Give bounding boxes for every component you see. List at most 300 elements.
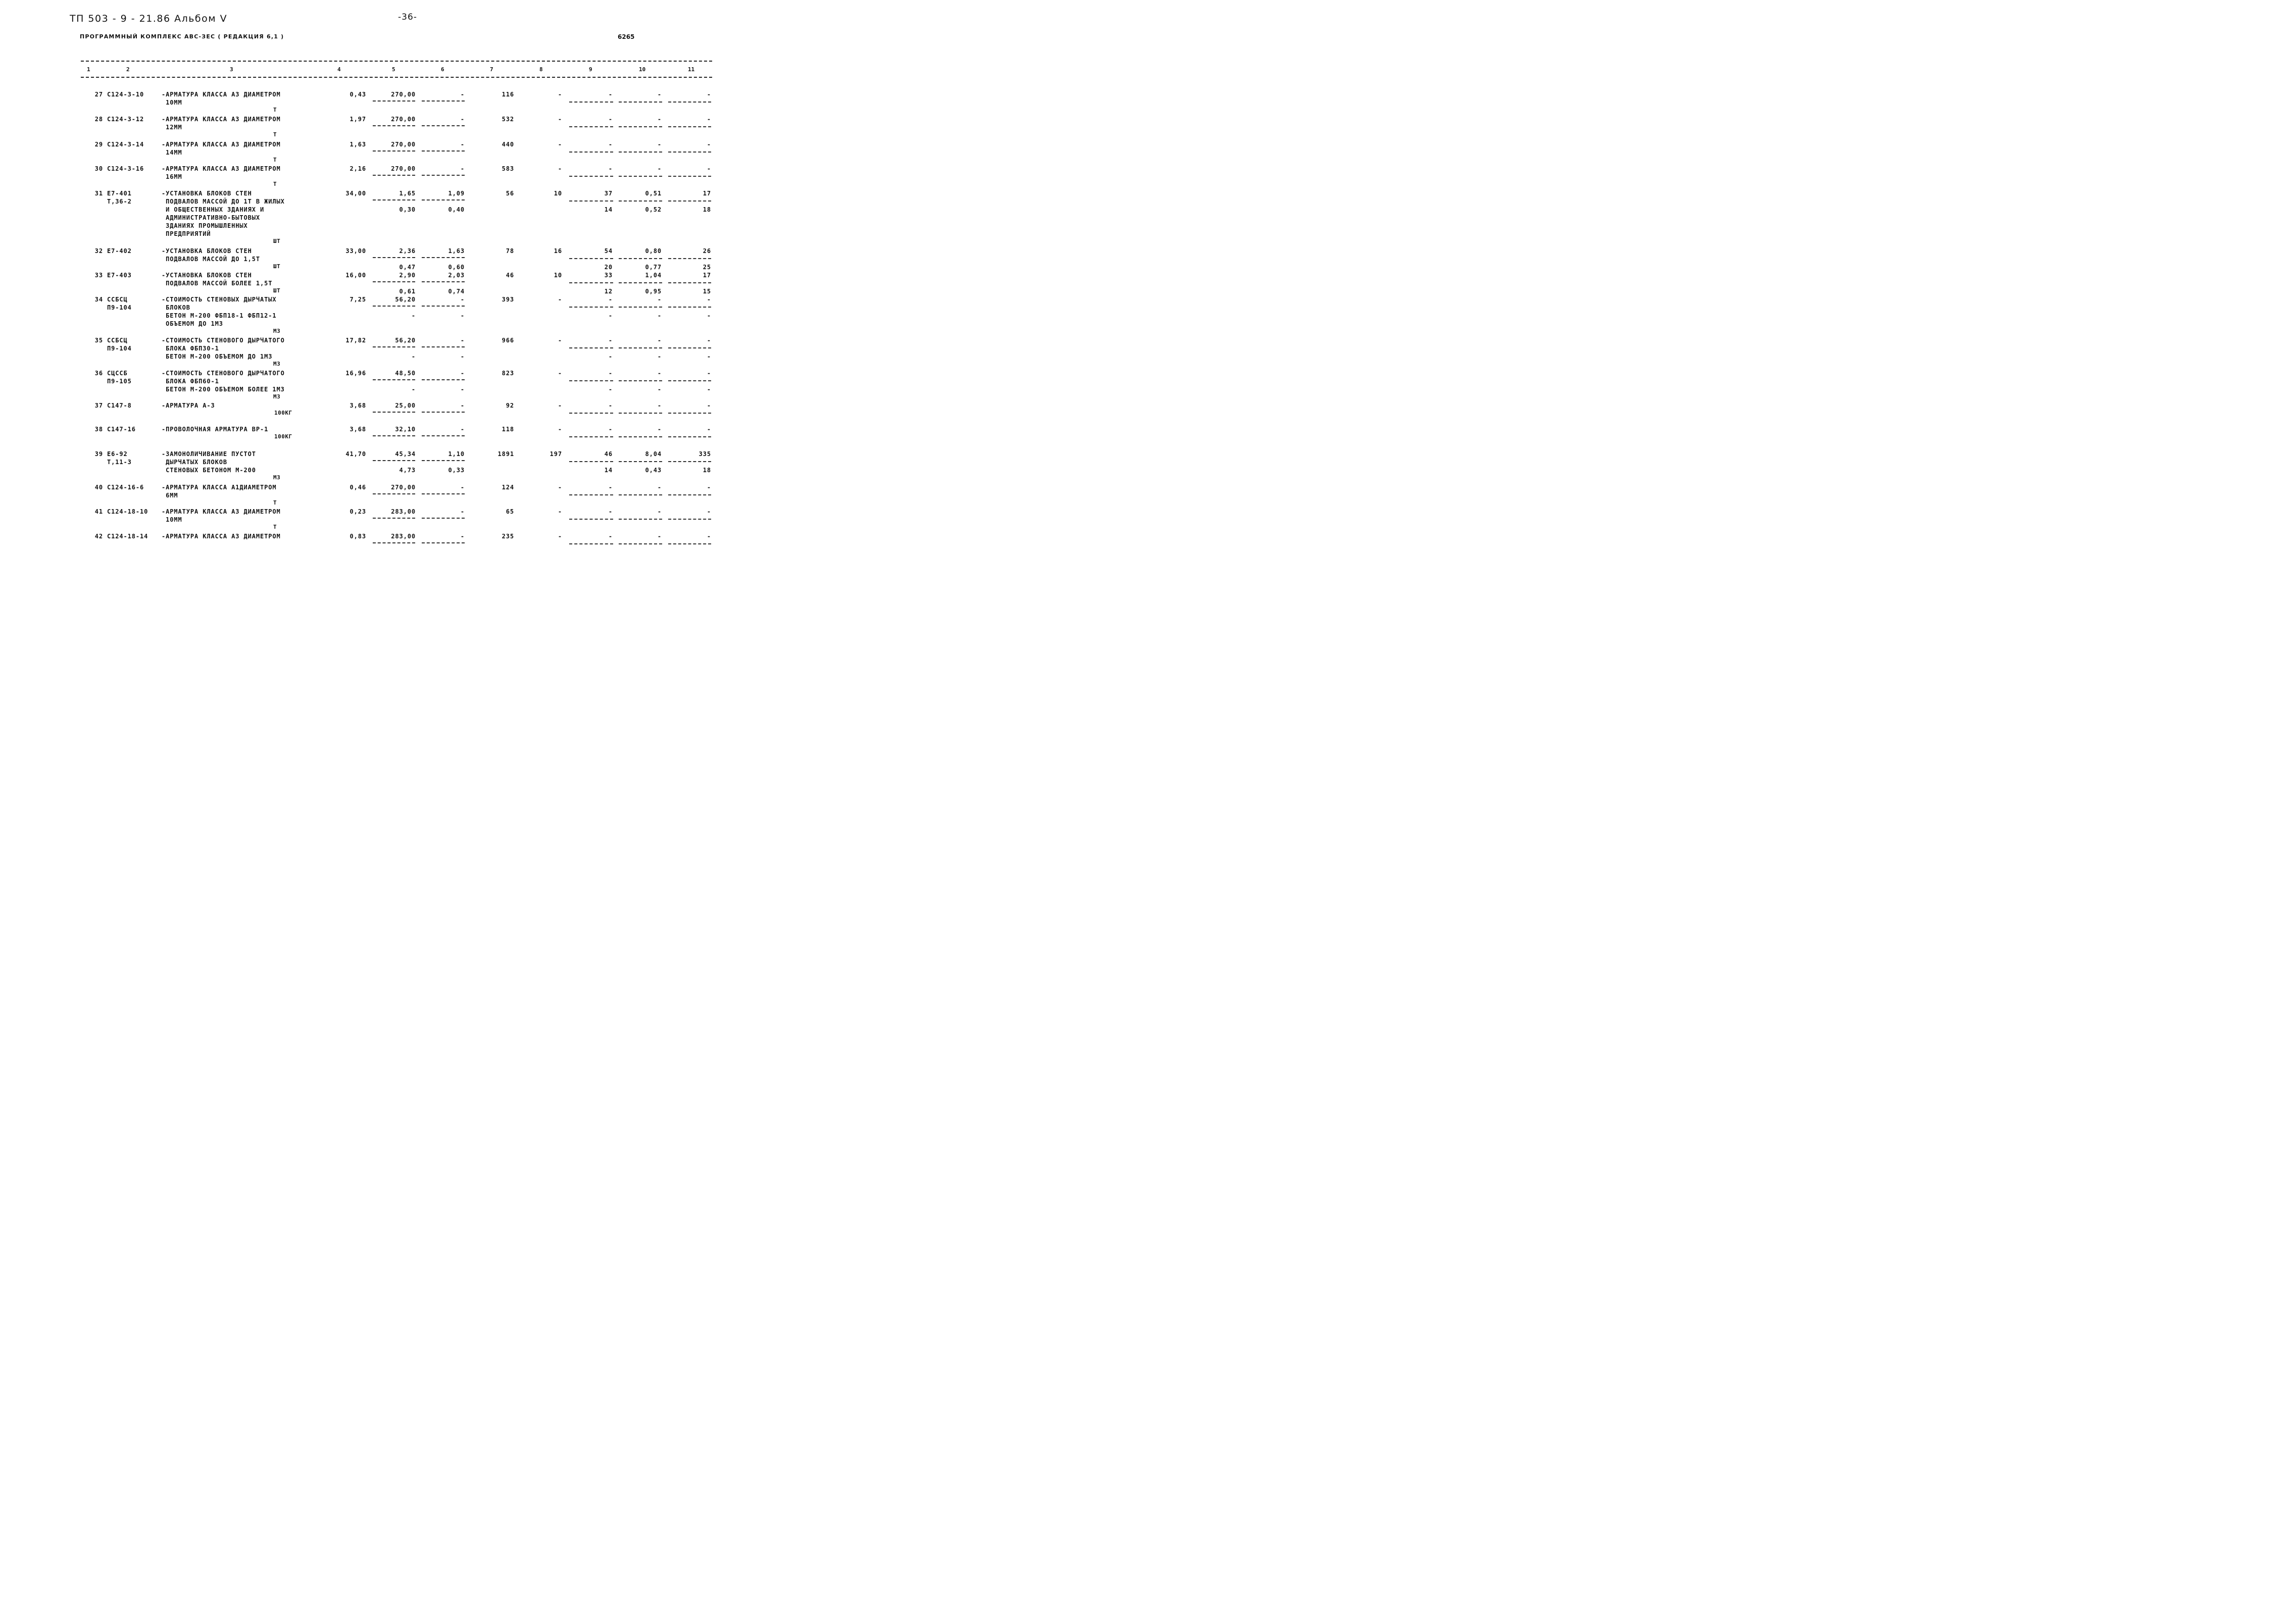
value-c6: - bbox=[460, 426, 465, 433]
document-code: 6265 bbox=[618, 33, 635, 40]
work-description: -АРМАТУРА КЛАССА АЗ ДИАМЕТРОМ bbox=[162, 141, 281, 148]
value-c8: 10 bbox=[554, 272, 562, 279]
secondary-value-c10: - bbox=[657, 312, 662, 319]
value-c6: - bbox=[460, 165, 465, 172]
value-c9: - bbox=[608, 484, 613, 491]
value-c10: - bbox=[657, 165, 662, 172]
value-c9: - bbox=[608, 426, 613, 433]
value-c4: 41,70 bbox=[345, 450, 366, 458]
work-description: 10ММ bbox=[162, 99, 182, 106]
secondary-value-c10: 0,95 bbox=[645, 288, 662, 295]
table-header-rule bbox=[81, 77, 712, 78]
column-header-3: 3 bbox=[230, 66, 233, 73]
value-c11: 26 bbox=[703, 247, 711, 255]
work-description: -АРМАТУРА КЛАССА АЗ ДИАМЕТРОМ bbox=[162, 165, 281, 172]
secondary-value-c9: - bbox=[608, 386, 613, 393]
column-header-5: 5 bbox=[392, 66, 395, 73]
work-description: БЛОКА ФБП30-1 bbox=[162, 345, 219, 352]
secondary-value-c6: 0,60 bbox=[448, 264, 465, 271]
value-c7: 78 bbox=[506, 247, 514, 255]
value-c11: - bbox=[707, 116, 711, 123]
value-separator-c10 bbox=[619, 176, 662, 177]
value-c9: - bbox=[608, 165, 613, 172]
value-c7: 92 bbox=[506, 402, 514, 409]
value-c6: - bbox=[460, 370, 465, 377]
value-c9: - bbox=[608, 533, 613, 540]
work-description: -ЗАМОНОЛИЧИВАНИЕ ПУСТОТ bbox=[162, 450, 256, 458]
secondary-value-c6: - bbox=[460, 353, 465, 360]
value-separator-c11 bbox=[668, 519, 711, 520]
table-row bbox=[0, 369, 780, 400]
norm-code: С124-3-12 bbox=[107, 116, 144, 123]
norm-code: СЦССБ bbox=[107, 370, 128, 377]
row-number: 36 bbox=[94, 370, 103, 377]
value-separator-c6 bbox=[422, 257, 465, 258]
value-separator-c6 bbox=[422, 175, 465, 176]
value-c4: 34,00 bbox=[345, 190, 366, 197]
value-separator-c10 bbox=[619, 519, 662, 520]
secondary-value-c6: 0,74 bbox=[448, 288, 465, 295]
row-number: 29 bbox=[94, 141, 103, 148]
unit-label: М3 bbox=[273, 474, 281, 481]
value-separator-c10 bbox=[619, 258, 662, 259]
work-description: ПОДВАЛОВ МАССОЙ ДО 1Т В ЖИЛЫХ bbox=[162, 198, 285, 205]
unit-label: ШТ bbox=[273, 263, 281, 270]
value-separator-c9 bbox=[569, 519, 613, 520]
work-description: ДЫРЧАТЫХ БЛОКОВ bbox=[162, 459, 227, 466]
work-description: 6ММ bbox=[162, 492, 178, 499]
value-separator-c10 bbox=[619, 282, 662, 283]
value-separator-c5 bbox=[373, 306, 415, 307]
value-c4: 0,83 bbox=[350, 533, 366, 540]
unit-label: Т bbox=[273, 157, 277, 163]
value-separator-c10 bbox=[619, 436, 662, 437]
value-separator-c5 bbox=[373, 412, 415, 413]
norm-code: С147-16 bbox=[107, 426, 136, 433]
value-c8: - bbox=[558, 426, 562, 433]
work-description: ЗДАНИЯХ ПРОМЫШЛЕННЫХ bbox=[162, 222, 248, 229]
value-separator-c5 bbox=[373, 493, 415, 494]
value-c11: - bbox=[707, 337, 711, 344]
value-separator-c5 bbox=[373, 460, 415, 461]
secondary-value-c10: 0,77 bbox=[645, 264, 662, 271]
value-separator-c6 bbox=[422, 435, 465, 436]
value-c7: 118 bbox=[502, 426, 514, 433]
secondary-value-c5: 4,73 bbox=[399, 467, 416, 474]
norm-code: С124-16-6 bbox=[107, 484, 144, 491]
value-separator-c9 bbox=[569, 282, 613, 283]
secondary-value-c9: 14 bbox=[604, 206, 613, 213]
unit-label: М3 bbox=[273, 393, 281, 400]
value-c8: - bbox=[558, 370, 562, 377]
work-description: БЛОКА ФБП60-1 bbox=[162, 378, 219, 385]
value-separator-c11 bbox=[668, 494, 711, 495]
row-number: 42 bbox=[94, 533, 103, 540]
table-row bbox=[0, 140, 780, 165]
secondary-value-c5: 0,47 bbox=[399, 264, 416, 271]
value-c5: 25,00 bbox=[395, 402, 416, 409]
value-c7: 235 bbox=[502, 533, 514, 540]
column-header-7: 7 bbox=[490, 66, 493, 73]
table-row bbox=[0, 189, 780, 244]
value-c8: - bbox=[558, 484, 562, 491]
work-description: ОБЪЕМОМ ДО 1М3 bbox=[162, 320, 223, 327]
work-description: -ПРОВОЛОЧНАЯ АРМАТУРА ВР-1 bbox=[162, 426, 269, 433]
value-separator-c10 bbox=[619, 494, 662, 495]
value-separator-c6 bbox=[422, 150, 465, 152]
norm-code: Е7-401 bbox=[107, 190, 132, 197]
work-description: БЛОКОВ bbox=[162, 304, 190, 311]
secondary-value-c5: - bbox=[411, 386, 416, 393]
value-c6: - bbox=[460, 337, 465, 344]
value-c6: 2,03 bbox=[448, 272, 465, 279]
value-c11: 17 bbox=[703, 272, 711, 279]
value-separator-c11 bbox=[668, 543, 711, 544]
value-c8: 16 bbox=[554, 247, 562, 255]
row-number: 37 bbox=[94, 402, 103, 409]
value-c11: - bbox=[707, 370, 711, 377]
value-c6: - bbox=[460, 402, 465, 409]
value-separator-c6 bbox=[422, 542, 465, 543]
value-separator-c5 bbox=[373, 542, 415, 543]
value-c7: 966 bbox=[502, 337, 514, 344]
table-row bbox=[0, 508, 780, 532]
value-separator-c11 bbox=[668, 176, 711, 177]
value-c9: - bbox=[608, 402, 613, 409]
value-c11: - bbox=[707, 402, 711, 409]
secondary-value-c11: - bbox=[707, 353, 711, 360]
norm-code: С124-3-14 bbox=[107, 141, 144, 148]
value-c6: - bbox=[460, 533, 465, 540]
value-c11: - bbox=[707, 296, 711, 303]
unit-label: 100КГ bbox=[274, 410, 292, 416]
value-c10: - bbox=[657, 116, 662, 123]
row-number: 34 bbox=[94, 296, 103, 303]
value-separator-c6 bbox=[422, 412, 465, 413]
value-c7: 56 bbox=[506, 190, 514, 197]
secondary-value-c5: - bbox=[411, 312, 416, 319]
value-c4: 2,16 bbox=[350, 165, 366, 172]
work-description: -АРМАТУРА КЛАССА А1ДИАМЕТРОМ bbox=[162, 484, 277, 491]
work-description: 16ММ bbox=[162, 173, 182, 180]
value-separator-c10 bbox=[619, 126, 662, 127]
row-number: 32 bbox=[94, 247, 103, 255]
value-c5: 270,00 bbox=[391, 484, 416, 491]
value-c11: - bbox=[707, 533, 711, 540]
value-c4: 0,46 bbox=[350, 484, 366, 491]
value-c11: 17 bbox=[703, 190, 711, 197]
work-description: ПРЕДПРИЯТИЙ bbox=[162, 230, 211, 237]
column-header-row bbox=[0, 66, 780, 74]
value-c8: - bbox=[558, 402, 562, 409]
value-c5: 56,20 bbox=[395, 296, 416, 303]
value-separator-c9 bbox=[569, 200, 613, 202]
value-c7: 124 bbox=[502, 484, 514, 491]
work-description: -АРМАТУРА КЛАССА АЗ ДИАМЕТРОМ bbox=[162, 508, 281, 515]
value-separator-c6 bbox=[422, 306, 465, 307]
value-separator-c6 bbox=[422, 493, 465, 494]
value-c9: - bbox=[608, 116, 613, 123]
value-c9: 33 bbox=[604, 272, 613, 279]
value-c7: 440 bbox=[502, 141, 514, 148]
column-header-2: 2 bbox=[126, 66, 130, 73]
column-header-11: 11 bbox=[688, 66, 695, 73]
value-separator-c10 bbox=[619, 347, 662, 348]
value-c11: - bbox=[707, 165, 711, 172]
value-separator-c6 bbox=[422, 460, 465, 461]
value-c4: 1,63 bbox=[350, 141, 366, 148]
value-separator-c11 bbox=[668, 347, 711, 348]
value-separator-c5 bbox=[373, 199, 415, 200]
value-c8: - bbox=[558, 508, 562, 515]
unit-label: Т bbox=[273, 131, 277, 138]
table-row bbox=[0, 247, 780, 271]
value-c5: 2,36 bbox=[399, 247, 416, 255]
value-separator-c11 bbox=[668, 152, 711, 153]
norm-code: С124-3-16 bbox=[107, 165, 144, 172]
value-c9: 46 bbox=[604, 450, 613, 458]
value-c6: - bbox=[460, 91, 465, 98]
value-separator-c5 bbox=[373, 379, 415, 380]
value-separator-c9 bbox=[569, 494, 613, 495]
secondary-value-c6: 0,33 bbox=[448, 467, 465, 474]
value-c5: 283,00 bbox=[391, 508, 416, 515]
value-c8: - bbox=[558, 296, 562, 303]
work-description: СТЕНОВЫХ БЕТОНОМ М-200 bbox=[162, 467, 256, 474]
value-c9: - bbox=[608, 296, 613, 303]
value-c10: 0,51 bbox=[645, 190, 662, 197]
secondary-value-c11: - bbox=[707, 312, 711, 319]
value-c7: 1891 bbox=[497, 450, 514, 458]
value-c9: - bbox=[608, 337, 613, 344]
value-separator-c9 bbox=[569, 413, 613, 414]
value-separator-c10 bbox=[619, 307, 662, 308]
work-description: АДМИНИСТРАТИВНО-БЫТОВЫХ bbox=[162, 214, 260, 221]
value-separator-c10 bbox=[619, 413, 662, 414]
norm-code: П9-105 bbox=[107, 378, 132, 385]
column-header-9: 9 bbox=[589, 66, 592, 73]
value-c11: - bbox=[707, 484, 711, 491]
value-separator-c11 bbox=[668, 380, 711, 381]
value-separator-c6 bbox=[422, 379, 465, 380]
value-c11: - bbox=[707, 141, 711, 148]
value-c10: - bbox=[657, 484, 662, 491]
unit-label: Т bbox=[273, 524, 277, 530]
value-separator-c5 bbox=[373, 281, 415, 282]
value-c8: - bbox=[558, 116, 562, 123]
value-separator-c5 bbox=[373, 175, 415, 176]
value-c5: 270,00 bbox=[391, 116, 416, 123]
norm-code: Т,11-3 bbox=[107, 459, 132, 466]
secondary-value-c10: 0,52 bbox=[645, 206, 662, 213]
value-c10: - bbox=[657, 141, 662, 148]
value-separator-c11 bbox=[668, 436, 711, 437]
value-separator-c5 bbox=[373, 257, 415, 258]
value-separator-c9 bbox=[569, 436, 613, 437]
table-row bbox=[0, 336, 780, 367]
value-c7: 65 bbox=[506, 508, 514, 515]
value-c10: - bbox=[657, 508, 662, 515]
value-c10: - bbox=[657, 402, 662, 409]
value-separator-c11 bbox=[668, 307, 711, 308]
value-separator-c9 bbox=[569, 461, 613, 462]
secondary-value-c10: - bbox=[657, 386, 662, 393]
value-separator-c6 bbox=[422, 125, 465, 126]
value-c7: 46 bbox=[506, 272, 514, 279]
value-separator-c9 bbox=[569, 258, 613, 259]
secondary-value-c10: - bbox=[657, 353, 662, 360]
table-row bbox=[0, 115, 780, 139]
work-description: -АРМАТУРА А-3 bbox=[162, 402, 215, 409]
value-separator-c5 bbox=[373, 346, 415, 347]
secondary-value-c11: 18 bbox=[703, 206, 711, 213]
norm-code: ССБСЦ bbox=[107, 337, 128, 344]
table-row bbox=[0, 532, 780, 557]
value-separator-c11 bbox=[668, 461, 711, 462]
value-separator-c10 bbox=[619, 380, 662, 381]
value-c9: 37 bbox=[604, 190, 613, 197]
work-description: -СТОИМОСТЬ СТЕНОВОГО ДЫРЧАТОГО bbox=[162, 370, 285, 377]
value-c8: 10 bbox=[554, 190, 562, 197]
secondary-value-c5: - bbox=[411, 353, 416, 360]
value-c6: 1,10 bbox=[448, 450, 465, 458]
value-c8: - bbox=[558, 165, 562, 172]
value-separator-c9 bbox=[569, 152, 613, 153]
program-subtitle: ПРОГРАММНЫЙ КОМПЛЕКС АВС-ЗЕС ( РЕДАКЦИЯ 6,1 ) bbox=[80, 33, 284, 40]
value-c6: - bbox=[460, 508, 465, 515]
column-header-1: 1 bbox=[87, 66, 90, 73]
document-title: ТП 503 - 9 - 21.86 Альбом Ⅴ bbox=[70, 13, 228, 24]
value-separator-c5 bbox=[373, 125, 415, 126]
norm-code: Т,36-2 bbox=[107, 198, 132, 205]
row-number: 38 bbox=[94, 426, 103, 433]
unit-label: М3 bbox=[273, 361, 281, 367]
table-top-rule bbox=[81, 61, 712, 62]
secondary-value-c11: 25 bbox=[703, 264, 711, 271]
secondary-value-c6: 0,40 bbox=[448, 206, 465, 213]
row-number: 35 bbox=[94, 337, 103, 344]
norm-code: С147-8 bbox=[107, 402, 132, 409]
value-separator-c11 bbox=[668, 413, 711, 414]
work-description: -АРМАТУРА КЛАССА АЗ ДИАМЕТРОМ bbox=[162, 116, 281, 123]
value-separator-c11 bbox=[668, 258, 711, 259]
row-number: 40 bbox=[94, 484, 103, 491]
row-number: 39 bbox=[94, 450, 103, 458]
value-c6: - bbox=[460, 296, 465, 303]
value-separator-c9 bbox=[569, 347, 613, 348]
secondary-value-c9: - bbox=[608, 312, 613, 319]
work-description: -СТОИМОСТЬ СТЕНОВОГО ДЫРЧАТОГО bbox=[162, 337, 285, 344]
norm-code: С124-18-14 bbox=[107, 533, 148, 540]
value-c4: 16,00 bbox=[345, 272, 366, 279]
secondary-value-c9: 12 bbox=[604, 288, 613, 295]
value-c8: - bbox=[558, 141, 562, 148]
value-separator-c10 bbox=[619, 102, 662, 103]
value-c7: 583 bbox=[502, 165, 514, 172]
value-c4: 3,68 bbox=[350, 402, 366, 409]
value-c5: 270,00 bbox=[391, 91, 416, 98]
value-c5: 270,00 bbox=[391, 165, 416, 172]
unit-label: М3 bbox=[273, 328, 281, 334]
value-c10: 8,04 bbox=[645, 450, 662, 458]
row-number: 41 bbox=[94, 508, 103, 515]
value-c8: - bbox=[558, 337, 562, 344]
value-separator-c5 bbox=[373, 100, 415, 102]
value-separator-c10 bbox=[619, 543, 662, 544]
secondary-value-c5: 0,30 bbox=[399, 206, 416, 213]
work-description: БЕТОН М-200 ОБЪЕМОМ ДО 1М3 bbox=[162, 353, 273, 360]
value-c5: 48,50 bbox=[395, 370, 416, 377]
value-c9: - bbox=[608, 141, 613, 148]
value-separator-c6 bbox=[422, 100, 465, 102]
value-c5: 32,10 bbox=[395, 426, 416, 433]
column-header-4: 4 bbox=[337, 66, 341, 73]
value-c6: - bbox=[460, 484, 465, 491]
value-c5: 45,34 bbox=[395, 450, 416, 458]
value-c10: - bbox=[657, 296, 662, 303]
work-description: ПОДВАЛОВ МАССОЙ ДО 1,5Т bbox=[162, 256, 260, 263]
value-separator-c9 bbox=[569, 307, 613, 308]
work-description: 14ММ bbox=[162, 149, 182, 156]
work-description: -АРМАТУРА КЛАССА АЗ ДИАМЕТРОМ bbox=[162, 91, 281, 98]
table-row bbox=[0, 295, 780, 334]
value-separator-c11 bbox=[668, 200, 711, 202]
norm-code: ССБСЦ bbox=[107, 296, 128, 303]
value-separator-c10 bbox=[619, 152, 662, 153]
secondary-value-c9: 14 bbox=[604, 467, 613, 474]
norm-code: П9-104 bbox=[107, 345, 132, 352]
value-separator-c6 bbox=[422, 199, 465, 200]
table-row bbox=[0, 450, 780, 481]
value-separator-c11 bbox=[668, 126, 711, 127]
value-separator-c5 bbox=[373, 435, 415, 436]
norm-code: П9-104 bbox=[107, 304, 132, 311]
secondary-value-c5: 0,61 bbox=[399, 288, 416, 295]
value-c4: 17,82 bbox=[345, 337, 366, 344]
unit-label: 100КГ bbox=[274, 433, 292, 440]
value-c7: 393 bbox=[502, 296, 514, 303]
secondary-value-c6: - bbox=[460, 386, 465, 393]
value-c4: 33,00 bbox=[345, 247, 366, 255]
unit-label: ШТ bbox=[273, 238, 281, 244]
value-c10: 0,80 bbox=[645, 247, 662, 255]
norm-code: Е6-92 bbox=[107, 450, 128, 458]
work-description: -АРМАТУРА КЛАССА АЗ ДИАМЕТРОМ bbox=[162, 533, 281, 540]
value-c7: 116 bbox=[502, 91, 514, 98]
value-separator-c9 bbox=[569, 102, 613, 103]
value-c10: 1,04 bbox=[645, 272, 662, 279]
table-row bbox=[0, 483, 780, 508]
column-header-10: 10 bbox=[639, 66, 646, 73]
row-number: 27 bbox=[94, 91, 103, 98]
value-c6: 1,09 bbox=[448, 190, 465, 197]
norm-code: Е7-402 bbox=[107, 247, 132, 255]
value-c10: - bbox=[657, 426, 662, 433]
unit-label: Т bbox=[273, 107, 277, 113]
secondary-value-c9: - bbox=[608, 353, 613, 360]
work-description: БЕТОН М-200 ОБЪЕМОМ БОЛЕЕ 1М3 bbox=[162, 386, 285, 393]
secondary-value-c11: 15 bbox=[703, 288, 711, 295]
norm-code: С124-18-10 bbox=[107, 508, 148, 515]
value-c4: 0,43 bbox=[350, 91, 366, 98]
secondary-value-c10: 0,43 bbox=[645, 467, 662, 474]
value-c5: 270,00 bbox=[391, 141, 416, 148]
unit-label: ШТ bbox=[273, 287, 281, 294]
value-c10: - bbox=[657, 370, 662, 377]
work-description: -УСТАНОВКА БЛОКОВ СТЕН bbox=[162, 247, 252, 255]
value-separator-c5 bbox=[373, 518, 415, 519]
work-description: ПОДВАЛОВ МАССОЙ БОЛЕЕ 1,5Т bbox=[162, 280, 273, 287]
